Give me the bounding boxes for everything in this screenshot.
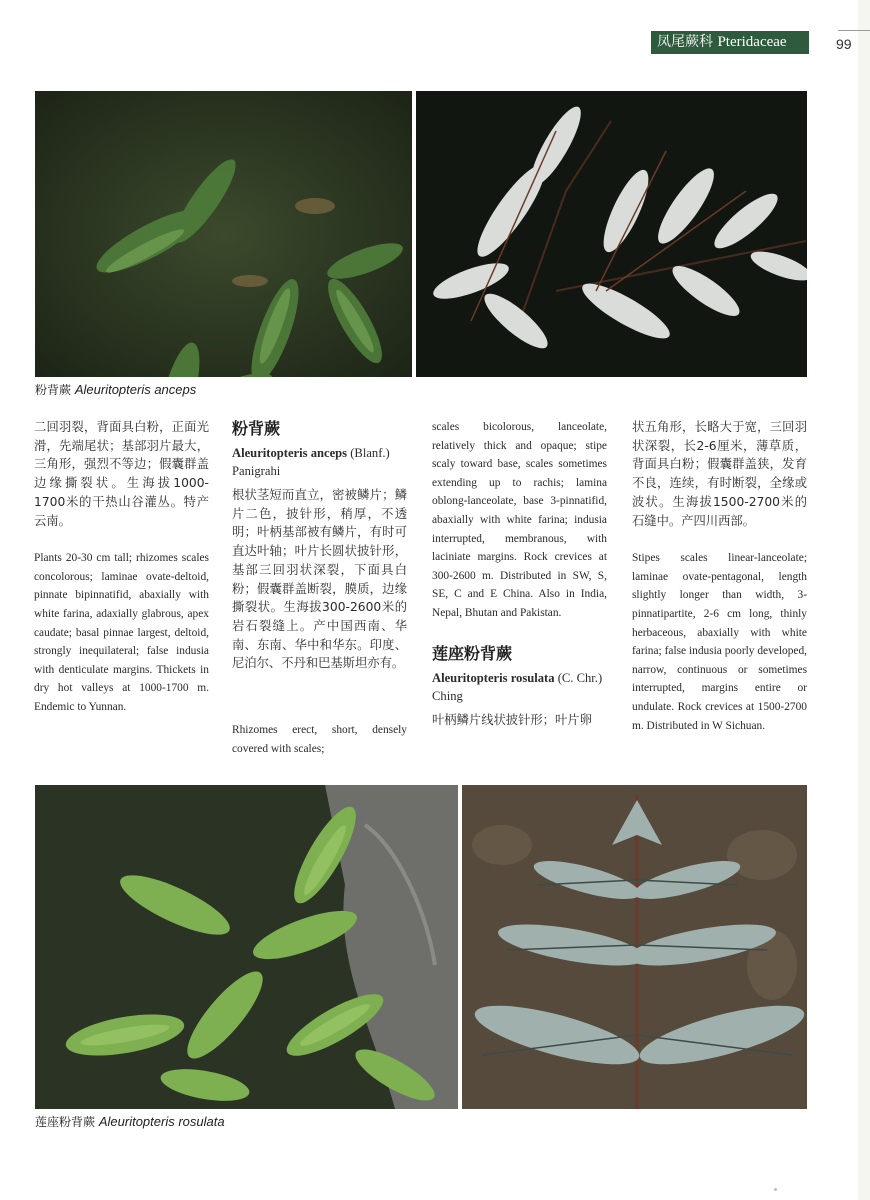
page-mark bbox=[774, 1188, 777, 1191]
species-latin-anceps bbox=[232, 444, 407, 462]
photo-aleuritopteris-rosulata-frond bbox=[462, 785, 807, 1109]
photo-caption-top bbox=[35, 381, 196, 398]
caption-top-chinese: 粉背蕨 bbox=[35, 383, 72, 397]
anceps-description-en-end: Plants 20-30 cm tall; rhizomes scales concolorous; laminae ovate-deltoid, pinnate bipinnatifid, abaxially with white farina, adaxially glabrous, apex caudate; basal pinnae largest, deltoid, strongly inequilateral; false indusia with denticulate margins. Thickets in dry hot valleys at 1000-1700 m. Endemic to Yunnan. bbox=[34, 552, 209, 713]
species-latin-rosulata-name: Aleuritopteris rosulata bbox=[432, 670, 555, 685]
species-author-rosulata-line2: Ching bbox=[432, 688, 463, 703]
text-column-4 bbox=[632, 418, 807, 735]
species-latin-rosulata bbox=[432, 669, 607, 687]
page-edge-strip bbox=[858, 0, 870, 1200]
species-latin-rosulata-author: (C. Chr.) bbox=[557, 670, 603, 685]
header-rule bbox=[838, 30, 870, 31]
anceps-description-zh-end: 二回羽裂，背面具白粉，正面光滑，先端尾状；基部羽片最大，三角形，强烈不等边；假囊群盖边缘撕裂状。生海拔1000-1700米的干热山谷灌丛。特产云南。 bbox=[34, 420, 209, 528]
photo-aleuritopteris-rosulata-habit bbox=[35, 785, 458, 1109]
text-column-2 bbox=[232, 418, 407, 692]
page-number: 99 bbox=[836, 36, 852, 52]
caption-bottom-scientific: Aleuritopteris rosulata bbox=[98, 1114, 225, 1129]
species-author-anceps-line2: Panigrahi bbox=[232, 464, 281, 478]
family-latin: Pteridaceae bbox=[717, 34, 787, 50]
anceps-en-line-a: Rhizomes erect, short, densely covered with scales; bbox=[232, 724, 407, 755]
anceps-description-zh: 根状茎短而直立，密被鳞片；鳞片二色，披针形，稍厚，不透明；叶柄基部被有鳞片，有时可直达叶轴；叶片长圆状披针形，基部三回羽状深裂，下面具白粉；假囊群盖断裂，膜质，边缘撕裂状。生海拔300-2600米的岩石裂缝上。产中国西南、华南、东南、华中和华东。印度、尼泊尔、不丹和巴基斯坦亦有。 bbox=[232, 488, 407, 671]
anceps-en-line-b: scales bicolorous, lanceolate, relatively thick and opaque; stipe scaly toward base, scales sometimes extending up to rachis; lamina oblong-lanceolate, base 3-pinnatifid, abaxially with white farina; indusia interrupted, membranous, with laciniate margins. Rock crevices at 300-2600 m. Distributed in SW, S, SE, C and E China. Also in India, Nepal, Bhutan and Pakistan. bbox=[432, 421, 607, 619]
species-latin-anceps-name: Aleuritopteris anceps bbox=[232, 446, 348, 460]
anceps-en-part-a bbox=[232, 721, 407, 758]
text-column-3 bbox=[432, 418, 607, 729]
rosulata-zh-line-b: 状五角形，长略大于宽，三回羽状深裂，长2-6厘米，薄草质，背面具白粉；假囊群盖狭，发育不良，连续，有时断裂，全缘或波状。生海拔1500-2700米的石缝中。产四川西部。 bbox=[632, 420, 807, 528]
text-column-1 bbox=[34, 418, 209, 717]
photo-caption-bottom bbox=[35, 1113, 225, 1130]
rosulata-zh-line-a: 叶柄鳞片线状披针形；叶片卵 bbox=[432, 712, 592, 727]
species-heading-anceps: 粉背蕨 bbox=[232, 419, 281, 438]
caption-top-scientific: Aleuritopteris anceps bbox=[74, 382, 197, 397]
family-chinese: 凤尾蕨科 bbox=[657, 34, 713, 50]
photo-aleuritopteris-anceps-frond-underside bbox=[416, 91, 807, 377]
species-heading-rosulata: 莲座粉背蕨 bbox=[432, 643, 513, 663]
caption-bottom-chinese: 莲座粉背蕨 bbox=[35, 1115, 96, 1129]
rosulata-description-en: Stipes scales linear-lanceolate; laminae ovate-pentagonal, length slightly longer than width, 3-pinnatipartite, 2-6 cm long, thinly herbaceous, abaxially with white farina; false indusia poorly developed, narrow, continuous or sometimes interrupted, margins entire or undulate. Rock crevices at 1500-2700 m. Distributed in W Sichuan. bbox=[632, 552, 807, 732]
family-header bbox=[651, 31, 809, 54]
species-latin-anceps-author: (Blanf.) bbox=[350, 446, 390, 460]
photo-aleuritopteris-anceps-habit bbox=[35, 91, 412, 377]
